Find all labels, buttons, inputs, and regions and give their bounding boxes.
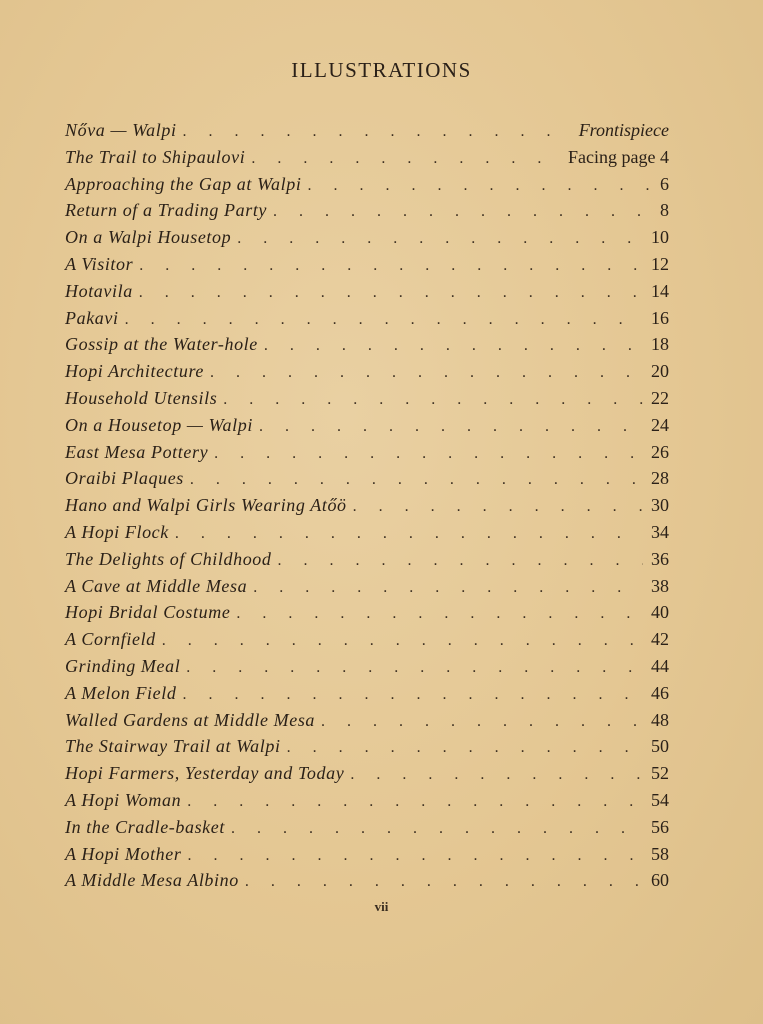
dot-leader xyxy=(125,307,643,334)
page-reference: 42 xyxy=(651,629,669,650)
illustration-title: A Hopi Flock xyxy=(65,521,169,542)
page-reference: 54 xyxy=(651,789,669,810)
list-item xyxy=(65,331,669,358)
illustration-title: Hopi Bridal Costume xyxy=(65,602,231,623)
illustration-title: The Stairway Trail at Walpi xyxy=(65,736,281,757)
list-item xyxy=(65,144,669,171)
dot-leader xyxy=(139,253,643,280)
dot-leader xyxy=(187,789,643,816)
list-item xyxy=(65,573,669,600)
list-item xyxy=(65,251,669,278)
page-reference: 6 xyxy=(660,173,669,194)
page-reference: 18 xyxy=(651,334,669,355)
illustration-title: East Mesa Pottery xyxy=(65,441,209,462)
dot-leader xyxy=(231,816,643,843)
illustration-title: The Trail to Shipaulovi xyxy=(65,146,246,167)
list-item xyxy=(65,278,669,305)
illustration-title: Hotavila xyxy=(65,280,133,301)
dot-leader xyxy=(353,494,643,521)
list-item xyxy=(65,867,669,894)
dot-leader xyxy=(190,467,643,494)
list-item xyxy=(65,546,669,573)
page-reference: 46 xyxy=(651,682,669,703)
illustration-title: Hopi Farmers, Yesterday and Today xyxy=(65,763,345,784)
dot-leader xyxy=(237,226,643,253)
dot-leader xyxy=(223,387,643,414)
page-reference: 48 xyxy=(651,709,669,730)
dot-leader xyxy=(350,762,643,789)
list-item xyxy=(65,117,669,144)
illustration-title: Walled Gardens at Middle Mesa xyxy=(65,709,316,730)
page-reference: 38 xyxy=(651,575,669,596)
dot-leader xyxy=(259,414,643,441)
page-reference: 24 xyxy=(651,414,669,435)
dot-leader xyxy=(264,333,643,360)
illustration-title: Approaching the Gap at Walpi xyxy=(65,173,302,194)
illustration-title: Pakavi xyxy=(65,307,119,328)
page-reference: 26 xyxy=(651,441,669,462)
list-item xyxy=(65,653,669,680)
list-item xyxy=(65,305,669,332)
list-item xyxy=(65,439,669,466)
illustration-title: A Cave at Middle Mesa xyxy=(65,575,248,596)
list-item xyxy=(65,599,669,626)
page-reference: 58 xyxy=(651,843,669,864)
page-reference: 30 xyxy=(651,495,669,516)
page-reference: 36 xyxy=(651,548,669,569)
page-reference: 20 xyxy=(651,361,669,382)
list-item xyxy=(65,492,669,519)
dot-leader xyxy=(139,280,643,307)
illustrations-list xyxy=(65,117,669,894)
illustration-title: Return of a Trading Party xyxy=(65,200,268,221)
dot-leader xyxy=(278,548,643,575)
list-item xyxy=(65,760,669,787)
dot-leader xyxy=(186,655,643,682)
page-title: ILLUSTRATIONS xyxy=(291,58,472,82)
page-reference: 52 xyxy=(651,763,669,784)
page-reference: 40 xyxy=(651,602,669,623)
illustration-title: On a Walpi Housetop xyxy=(65,227,232,248)
page-reference: 10 xyxy=(651,227,669,248)
dot-leader xyxy=(253,575,643,602)
illustration-title: The Delights of Childhood xyxy=(65,548,272,569)
illustration-title: A Middle Mesa Albino xyxy=(65,870,239,891)
dot-leader xyxy=(210,360,643,387)
illustration-title: Grinding Meal xyxy=(65,655,181,676)
dot-leader xyxy=(175,521,643,548)
list-item xyxy=(65,841,669,868)
page-reference: 14 xyxy=(651,280,669,301)
dot-leader xyxy=(162,628,643,655)
page-reference: 50 xyxy=(651,736,669,757)
dot-leader xyxy=(321,709,643,736)
list-item xyxy=(65,197,669,224)
list-item xyxy=(65,787,669,814)
illustration-title: On a Housetop — Walpi xyxy=(65,414,253,435)
page-reference: 16 xyxy=(651,307,669,328)
dot-leader xyxy=(251,146,560,173)
illustration-title: A Melon Field xyxy=(65,682,177,703)
list-item xyxy=(65,171,669,198)
list-item xyxy=(65,385,669,412)
list-item xyxy=(65,358,669,385)
dot-leader xyxy=(187,843,643,870)
page-number: vii xyxy=(374,899,389,914)
illustration-title: Gossip at the Water-hole xyxy=(65,334,258,355)
dot-leader xyxy=(307,173,652,200)
illustration-title: A Hopi Woman xyxy=(65,789,182,810)
dot-leader xyxy=(214,441,643,468)
list-item xyxy=(65,707,669,734)
illustration-title: Hano and Walpi Girls Wearing Atőö xyxy=(65,495,347,516)
dot-leader xyxy=(182,682,643,709)
illustration-title: Oraibi Plaques xyxy=(65,468,184,489)
page-reference: 12 xyxy=(651,253,669,274)
page-reference: 60 xyxy=(651,870,669,891)
illustration-title: Hopi Architecture xyxy=(65,361,205,382)
page-reference: 8 xyxy=(660,200,669,221)
page-reference: Frontispiece xyxy=(578,120,669,140)
dot-leader xyxy=(183,119,571,146)
page-reference: 44 xyxy=(651,655,669,676)
list-item xyxy=(65,680,669,707)
illustration-title: A Hopi Mother xyxy=(65,843,182,864)
illustration-title: Household Utensils xyxy=(65,387,218,408)
page-reference: 56 xyxy=(651,816,669,837)
dot-leader xyxy=(287,735,643,762)
list-item xyxy=(65,465,669,492)
illustration-title: A Visitor xyxy=(65,253,134,274)
list-item xyxy=(65,224,669,251)
list-item xyxy=(65,733,669,760)
dot-leader xyxy=(236,601,643,628)
page-reference: 28 xyxy=(651,468,669,489)
dot-leader xyxy=(245,869,643,896)
illustration-title: A Cornfield xyxy=(65,629,156,650)
page-reference: 22 xyxy=(651,387,669,408)
page-reference: Facing page 4 xyxy=(568,146,669,167)
list-item xyxy=(65,412,669,439)
list-item xyxy=(65,519,669,546)
list-item xyxy=(65,626,669,653)
list-item xyxy=(65,814,669,841)
illustration-title: Nőva — Walpi xyxy=(65,120,177,140)
page-reference: 34 xyxy=(651,521,669,542)
dot-leader xyxy=(273,199,652,226)
illustration-title: In the Cradle-basket xyxy=(65,816,225,837)
